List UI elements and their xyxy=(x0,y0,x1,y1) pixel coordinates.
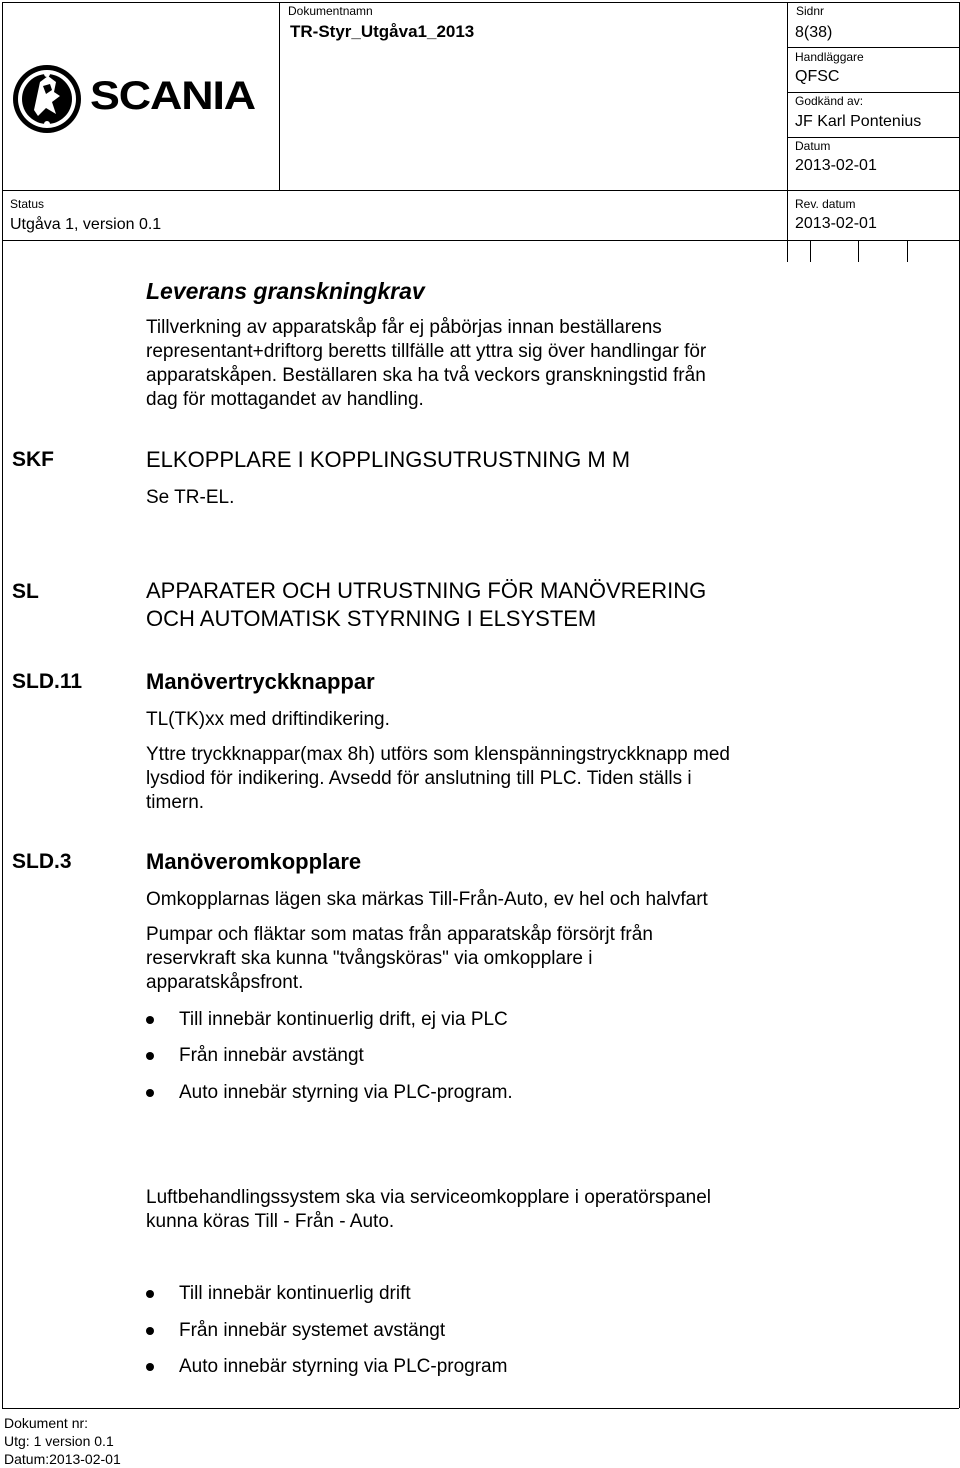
status-value: Utgåva 1, version 0.1 xyxy=(10,216,162,233)
sl-code: SL xyxy=(12,580,39,603)
luft-line: kunna köras Till - Från - Auto. xyxy=(146,1211,395,1232)
bullet-dot xyxy=(146,1363,154,1371)
sl-title-line: OCH AUTOMATISK STYRNING I ELSYSTEM xyxy=(146,606,597,631)
bullet-dot xyxy=(146,1327,154,1335)
luft-paragraph xyxy=(146,1186,936,1234)
sl-title xyxy=(146,577,706,633)
bullet-dot xyxy=(146,1052,154,1060)
footer-utg: Utg: 1 version 0.1 xyxy=(4,1433,114,1449)
sld3-paragraph xyxy=(146,923,936,995)
luft-line: Luftbehandlingssystem ska via serviceomkopplare i operatörspanel xyxy=(146,1187,712,1208)
sld11-code: SLD.11 xyxy=(12,670,83,693)
bullet-dot xyxy=(146,1290,154,1298)
footer-datum: Datum:2013-02-01 xyxy=(4,1451,121,1467)
datum-label: Datum xyxy=(795,139,831,153)
bullet-dot xyxy=(146,1016,154,1024)
sld3-code: SLD.3 xyxy=(12,850,72,873)
dokumentnamn-label: Dokumentnamn xyxy=(288,4,373,18)
sidnr-label: Sidnr xyxy=(796,4,825,18)
sld3-line: Pumpar och fläktar som matas från apparatskåp försörjt från xyxy=(146,924,653,945)
sld11-line: timern. xyxy=(146,792,205,813)
status-label: Status xyxy=(10,197,45,211)
sld11-title: Manövertryckknappar xyxy=(146,669,375,694)
skf-text: Se TR-EL. xyxy=(146,487,235,508)
leverans-paragraph xyxy=(146,316,926,412)
sld3-line: reservkraft ska kunna "tvångsköras" via omkopplare i xyxy=(146,948,593,969)
sld11-line: Yttre tryckknappar(max 8h) utförs som klenspänningstryckknapp med xyxy=(146,744,730,765)
godkand-value: JF Karl Pontenius xyxy=(795,113,922,130)
footer xyxy=(4,1414,121,1468)
leverans-line: representant+driftorg beretts tillfälle att yttra sig över handlingar för xyxy=(146,341,707,362)
footer-dokument-nr: Dokument nr: xyxy=(4,1415,89,1431)
sidnr-value: 8(38) xyxy=(795,24,833,41)
leverans-line: dag för mottagandet av handling. xyxy=(146,389,424,410)
list-item: Till innebär kontinuerlig drift xyxy=(179,1283,411,1304)
revdatum-label: Rev. datum xyxy=(795,197,856,211)
datum-value: 2013-02-01 xyxy=(795,157,877,174)
sl-title-line: APPARATER OCH UTRUSTNING FÖR MANÖVRERING xyxy=(146,578,707,603)
handlaggare-label: Handläggare xyxy=(795,50,864,64)
list-item: Auto innebär styrning via PLC-program xyxy=(179,1356,508,1377)
skf-title: ELKOPPLARE I KOPPLINGSUTRUSTNING M M xyxy=(146,447,631,472)
sld11-paragraph xyxy=(146,743,936,815)
godkand-label: Godkänd av: xyxy=(795,94,864,108)
list-item: Från innebär avstängt xyxy=(179,1045,364,1066)
skf-code: SKF xyxy=(12,448,54,471)
sld3-line1: Omkopplarnas lägen ska märkas Till-Från-Auto, ev hel och halvfart xyxy=(146,889,708,910)
sld11-line1: TL(TK)xx med driftindikering. xyxy=(146,709,390,730)
leverans-title: Leverans granskningkrav xyxy=(146,278,425,304)
sld3-line: apparatskåpsfront. xyxy=(146,972,304,993)
revdatum-value: 2013-02-01 xyxy=(795,215,877,232)
sld11-line: lysdiod för indikering. Avsedd för anslutning till PLC. Tiden ställs i xyxy=(146,768,692,789)
list-item: Till innebär kontinuerlig drift, ej via PLC xyxy=(179,1009,508,1030)
sld3-title: Manöveromkopplare xyxy=(146,849,362,874)
logo-wordmark: SCANIA xyxy=(90,74,256,118)
bullet-dot xyxy=(146,1089,154,1097)
handlaggare-value: QFSC xyxy=(795,68,840,85)
scania-logo xyxy=(10,62,272,136)
list-item: Från innebär systemet avstängt xyxy=(179,1320,446,1341)
leverans-line: Tillverkning av apparatskåp får ej påbörjas innan beställarens xyxy=(146,317,662,338)
dokumentnamn-value: TR-Styr_Utgåva1_2013 xyxy=(290,22,475,41)
list-item: Auto innebär styrning via PLC-program. xyxy=(179,1082,513,1103)
leverans-line: apparatskåpen. Beställaren ska ha två veckors granskningstid från xyxy=(146,365,706,386)
